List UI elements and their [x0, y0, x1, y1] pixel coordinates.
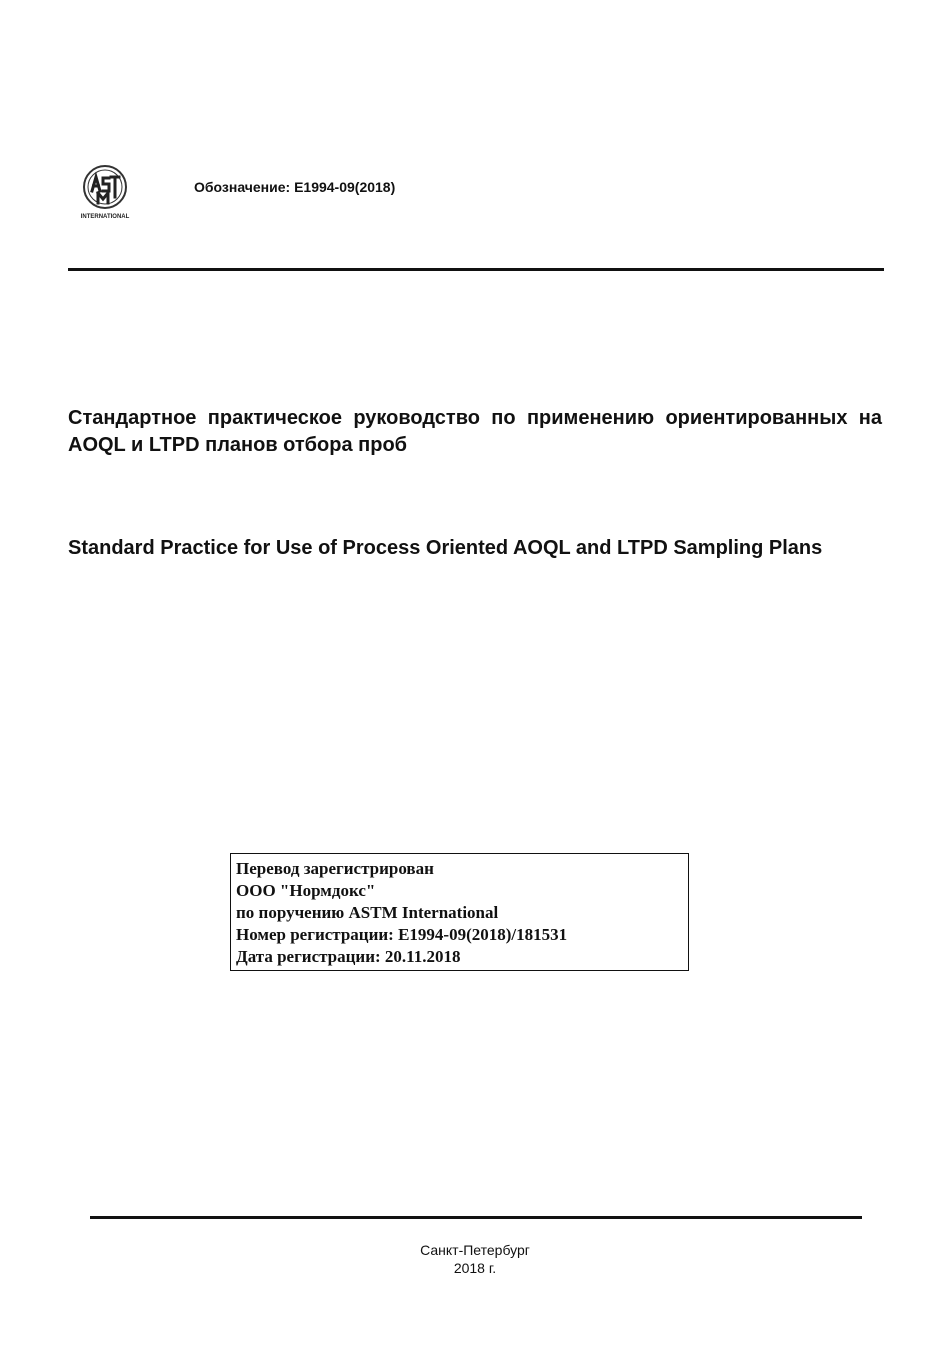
registration-line: Дата регистрации: 20.11.2018	[236, 947, 461, 966]
registration-box	[230, 853, 689, 971]
astm-logo-icon	[78, 163, 132, 223]
astm-logo	[78, 163, 132, 223]
designation: Обозначение: E1994-09(2018)	[194, 179, 396, 195]
registration-line: по поручению ASTM International	[236, 903, 499, 922]
bottom-divider	[90, 1216, 862, 1219]
registration-line: Номер регистрации: E1994-09(2018)/181531	[236, 925, 568, 944]
svg-text:INTERNATIONAL: INTERNATIONAL	[80, 214, 130, 220]
footer	[0, 1241, 950, 1277]
top-divider	[68, 268, 884, 271]
registration-line: Перевод зарегистрирован	[236, 859, 434, 878]
footer-year: 2018 г.	[453, 1260, 497, 1276]
registration-line: ООО "Нормдокс"	[236, 881, 376, 900]
title-english: Standard Practice for Use of Process Oriented AOQL and LTPD Sampling Plans	[68, 537, 823, 559]
footer-city: Санкт-Петербург	[420, 1242, 530, 1258]
title-russian: Стандартное практическое руководство по применению ориентированных на AOQL и LTPD планов отбора проб	[68, 407, 882, 456]
